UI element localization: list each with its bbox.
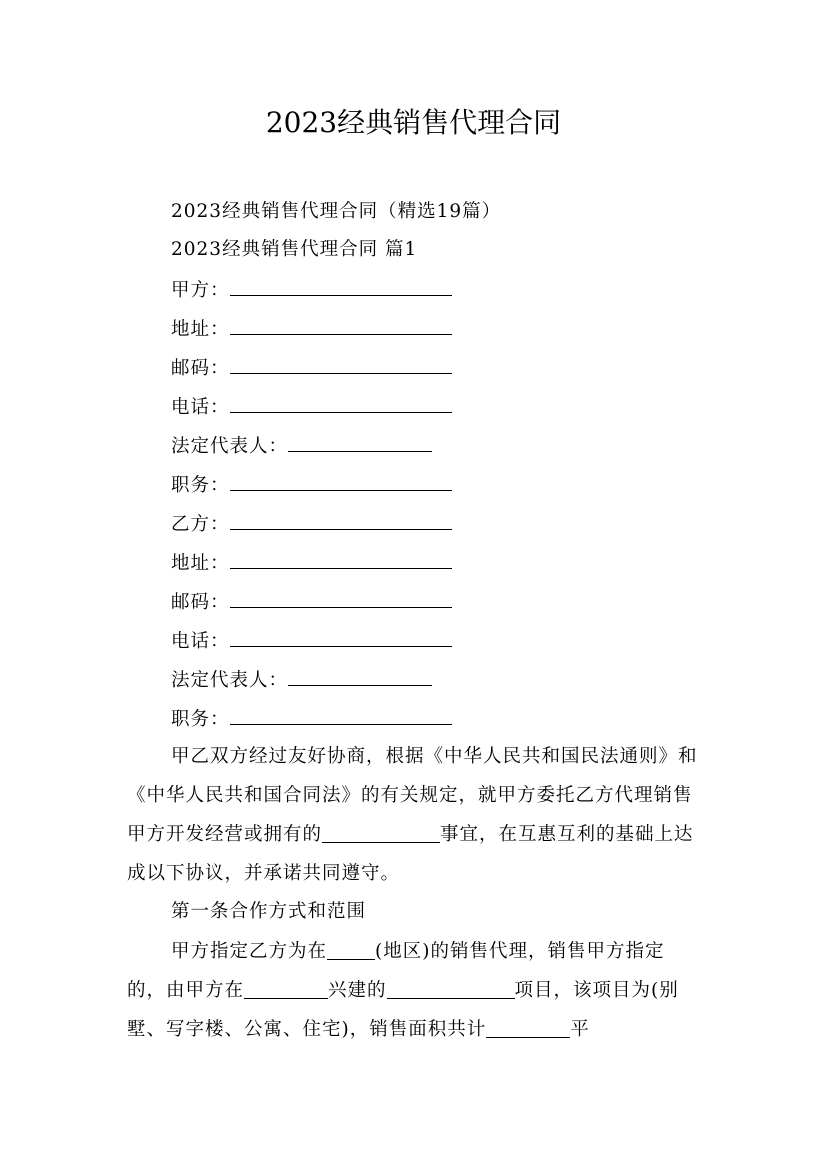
blank-line (387, 978, 515, 999)
field-label: 职务： (171, 475, 230, 496)
section-text-d: 项目，该项目为(别墅、写字楼、公寓、住宅)，销售面积共计 (127, 980, 679, 1040)
part-heading: 2023经典销售代理合同 篇1 (171, 239, 418, 260)
blank-line (230, 549, 452, 569)
party-b-phone-field (171, 627, 452, 653)
party-a-name-field (171, 276, 452, 302)
blank-line (486, 1017, 570, 1038)
field-label: 邮码： (171, 358, 230, 379)
field-label: 法定代表人： (171, 436, 289, 457)
party-b-legal-rep-field (171, 666, 432, 692)
blank-line (230, 393, 452, 413)
section-text-b: (地区)的销售代理，销售甲方指定的，由甲方在 (127, 941, 665, 1001)
section-text-c: 兴建的 (328, 980, 387, 1001)
party-a-position-field (171, 471, 452, 497)
section-text-e: 平 (570, 1019, 590, 1040)
preamble-text-a: 甲乙双方经过友好协商，根据《中华人民共和国民法通则》和《中华人民共和国合同法》的有关规定，就甲方委托乙方代理销售甲方开发经营或拥有的 (127, 746, 698, 845)
field-label: 电话： (171, 397, 230, 418)
field-label: 地址： (171, 319, 230, 340)
field-label: 电话： (171, 631, 230, 652)
field-label: 乙方： (171, 514, 230, 535)
field-label: 地址： (171, 553, 230, 574)
party-b-name-field (171, 510, 452, 536)
party-b-postcode-field (171, 588, 452, 614)
blank-line (244, 978, 328, 999)
blank-line (230, 471, 452, 491)
blank-line (288, 666, 432, 686)
party-a-phone-field (171, 393, 452, 419)
section-one-paragraph (127, 932, 703, 1049)
field-label: 甲方： (171, 280, 230, 301)
party-a-address-field (171, 315, 452, 341)
blank-line (230, 588, 452, 608)
party-b-position-field (171, 705, 452, 731)
blank-line (230, 276, 452, 296)
blank-line (230, 510, 452, 530)
party-b-address-field (171, 549, 452, 575)
section-text-a: 甲方指定乙方为在 (171, 941, 328, 962)
blank-line (230, 354, 452, 374)
document-subtitle: 2023经典销售代理合同（精选19篇） (171, 201, 502, 222)
field-label: 职务： (171, 709, 230, 730)
blank-line (230, 315, 452, 335)
preamble-text-b: 事宜，在互惠互利的基础上达成以下协议，并承诺共同遵守。 (127, 824, 694, 884)
blank-line (288, 432, 432, 452)
blank-line (327, 939, 375, 960)
section-heading: 第一条合作方式和范围 (171, 901, 367, 922)
blank-line (322, 822, 440, 843)
document-title: 2023经典销售代理合同 (265, 106, 562, 139)
blank-line (230, 627, 452, 647)
blank-line (230, 705, 452, 725)
field-label: 邮码： (171, 592, 230, 613)
preamble-paragraph (127, 737, 703, 893)
party-a-postcode-field (171, 354, 452, 380)
field-label: 法定代表人： (171, 670, 289, 691)
party-a-legal-rep-field (171, 432, 432, 458)
